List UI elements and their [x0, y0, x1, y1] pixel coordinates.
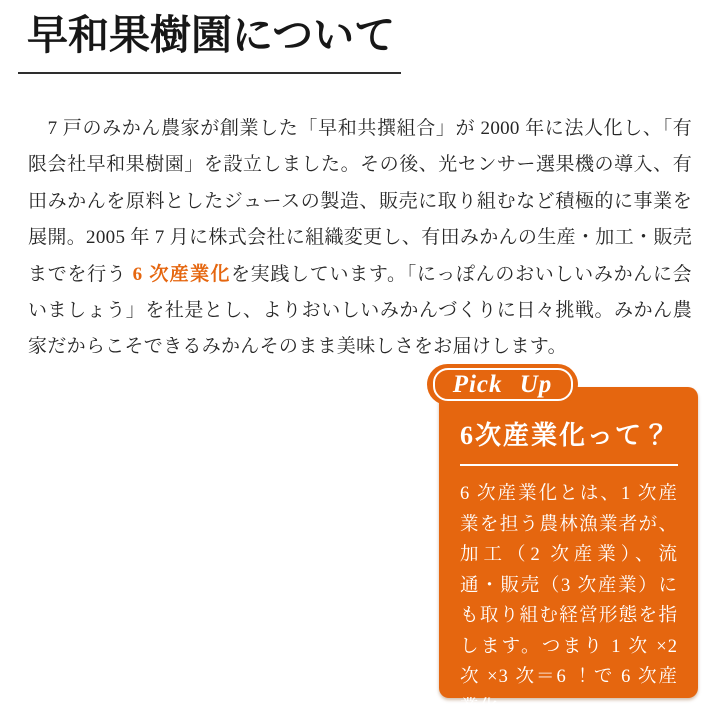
pickup-box	[439, 387, 698, 718]
about-text-before: 7 戸のみかん農家が創業した「早和共撰組合」が 2000 年に法人化し、「有限会社早和果樹園」を設立しました。その後、光センサー選果機の導入、有田みかんを原料としたジュースの製造、販売に取り組むなど積極的に事業を展開。2005 年 7 月に株式会社に組織変更し、有田みかんの生産・加工・販売までを行う	[28, 118, 692, 285]
page-title: 早和果樹園について	[18, 12, 401, 74]
about-paragraph	[28, 111, 692, 366]
pickup-heading: 6次産業化って？	[460, 420, 678, 466]
about-text-after: を実践しています。「にっぽんのおいしいみかんに会いましょう」を社是とし、よりおいしいみかんづくりに日々挑戦。みかん農家だからこそできるみかんそのまま美味しさをお届けします。	[28, 263, 692, 358]
group-photo-illustration	[24, 383, 422, 700]
pickup-body: 6 次産業化とは、1 次産業を担う農林漁業者が、加工（2 次産業）、流通・販売（3 次産業）にも取り組む経営形態を指します。つまり 1 次 ×2 次 ×3 次＝6 ！で 6 次産業化。	[460, 484, 678, 718]
group-photo	[24, 383, 422, 700]
pickup-badge	[427, 364, 578, 405]
accent-term-6th-industry: 6 次産業化	[126, 263, 231, 285]
pickup-badge-label: Pick Up	[452, 370, 553, 398]
